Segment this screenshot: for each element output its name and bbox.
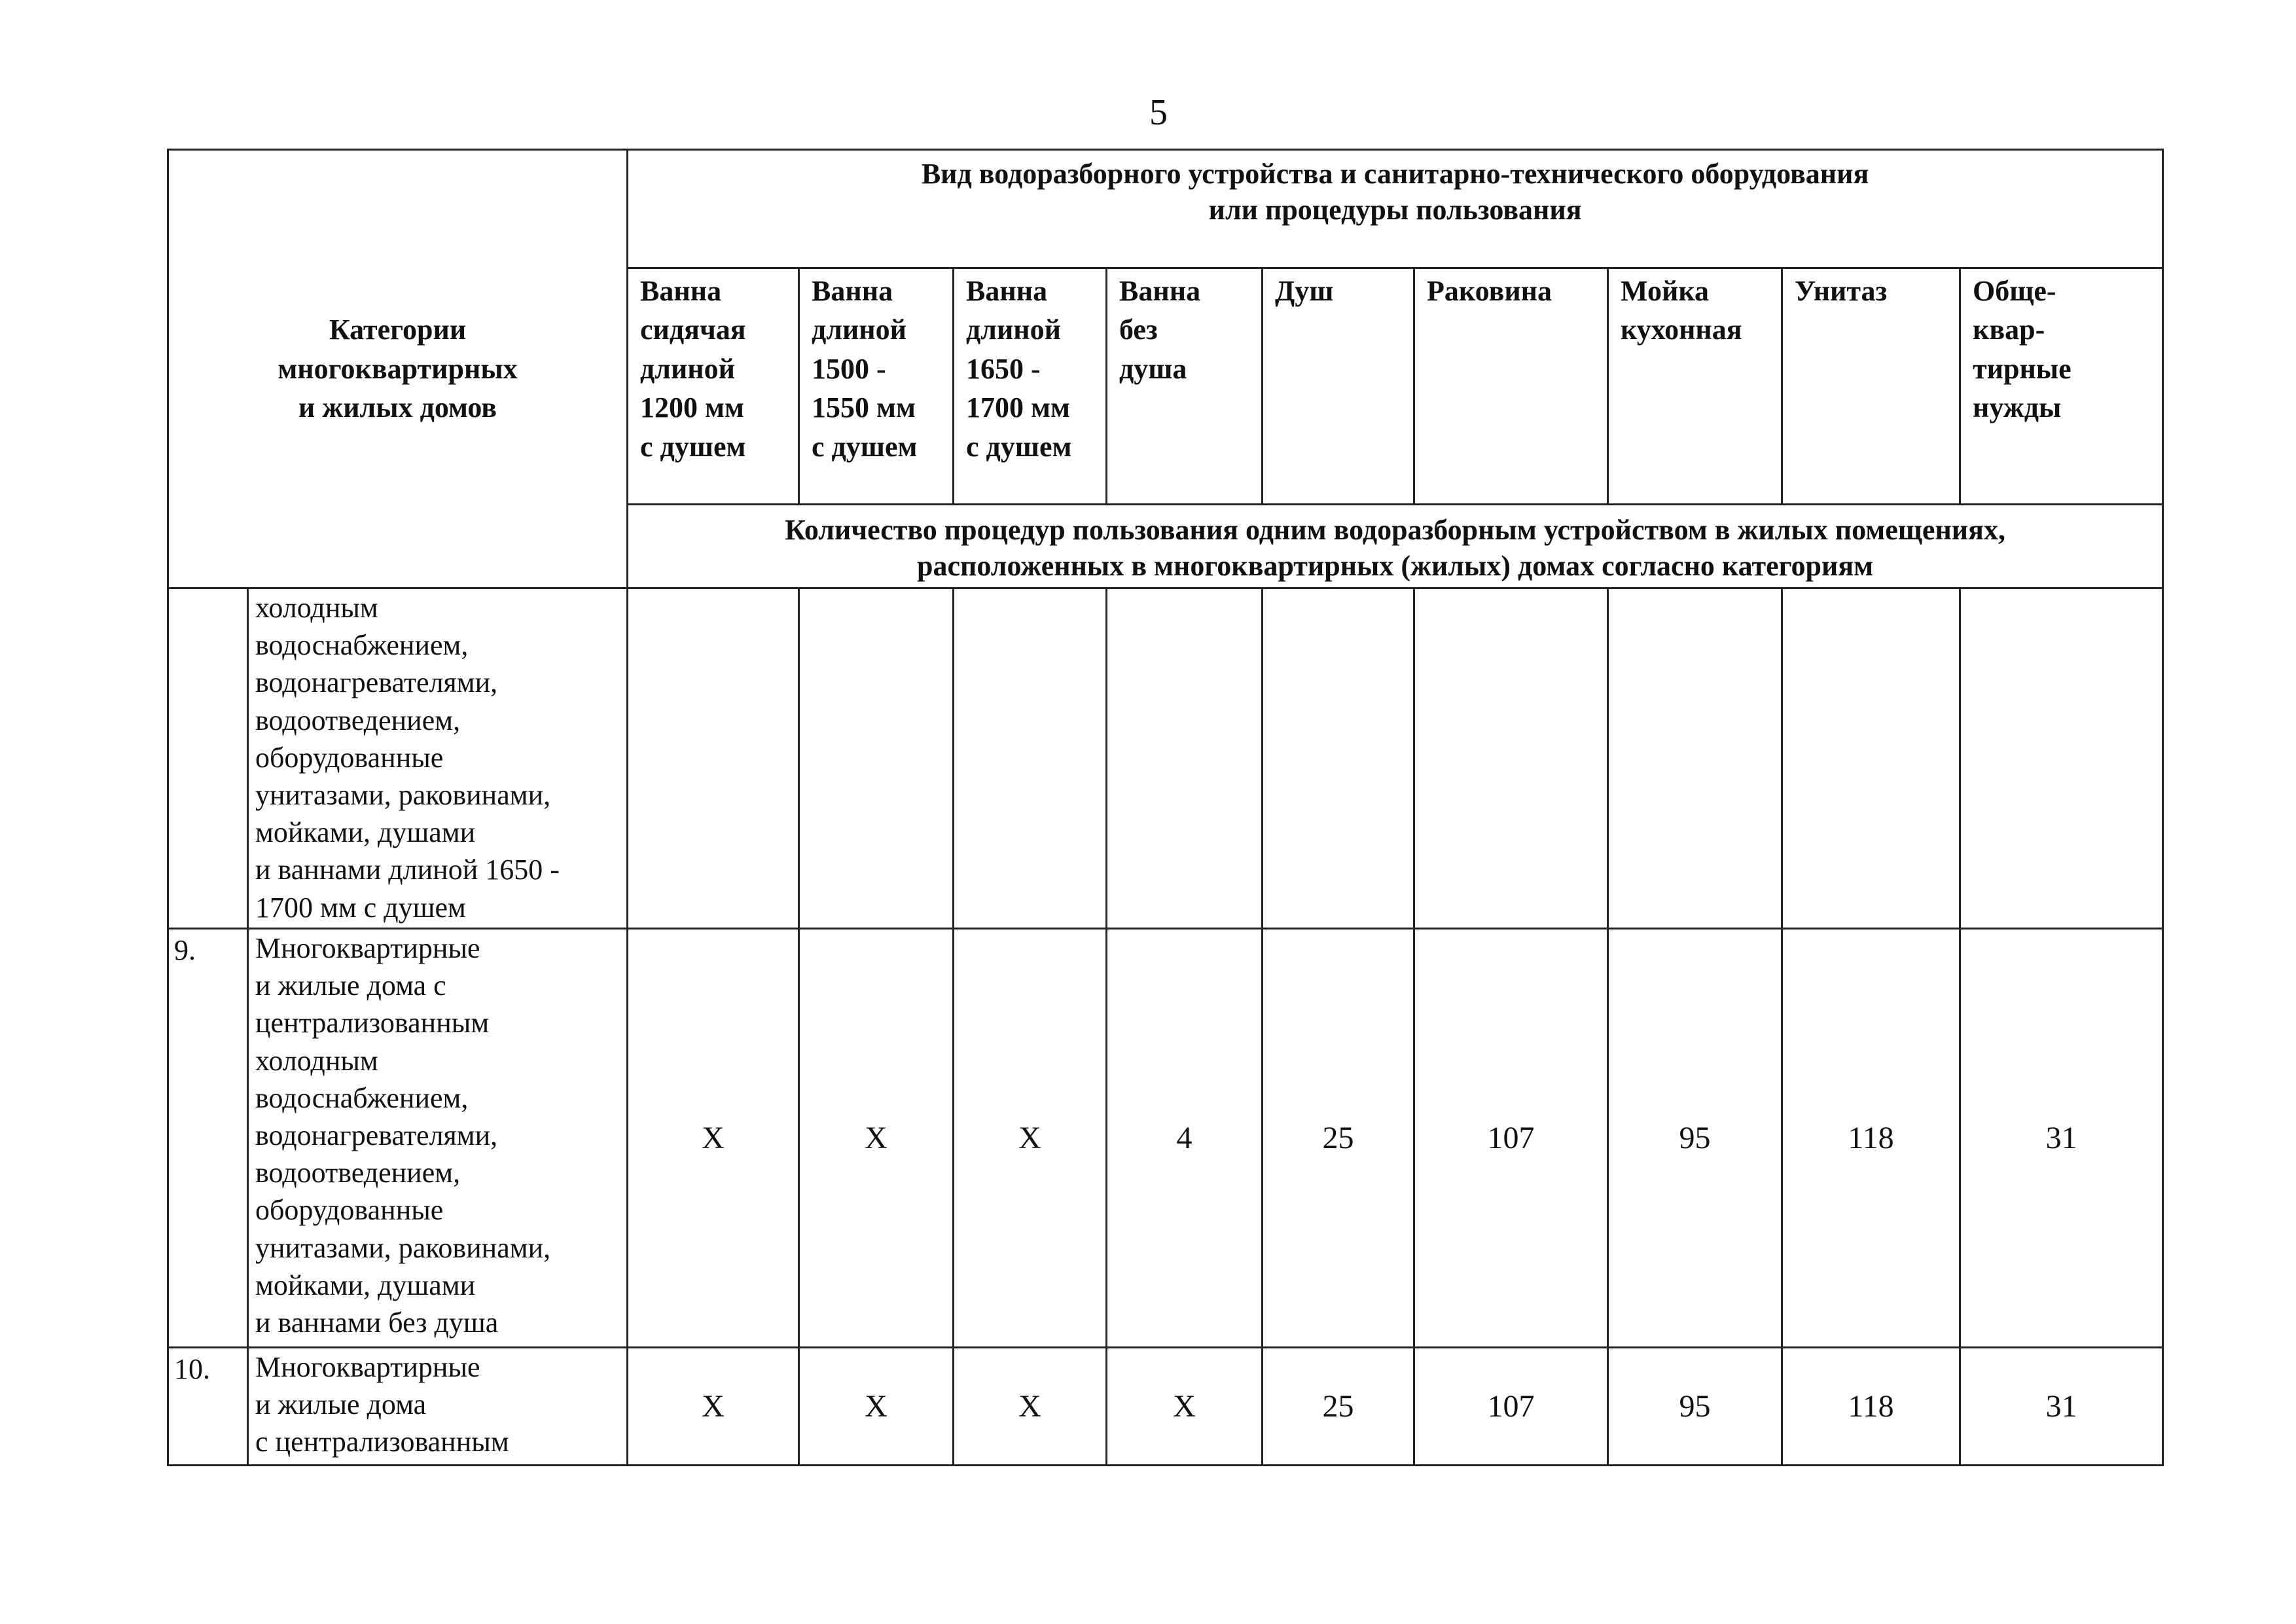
value-cell: X <box>1107 1348 1263 1466</box>
column-header-kitchen-sink: Мойка кухонная <box>1608 268 1782 505</box>
column-header-bath-1650: Ванна длиной 1650 - 1700 мм с душем <box>954 268 1107 505</box>
value-cell: X <box>628 1348 799 1466</box>
value-cell <box>628 588 799 929</box>
value-cell: X <box>954 1348 1107 1466</box>
page-number: 5 <box>1149 92 1168 133</box>
value-cell: 4 <box>1107 929 1263 1348</box>
value-cell <box>799 588 954 929</box>
row-description: Многоквартирные и жилые дома с централизованным <box>248 1348 628 1466</box>
table-row <box>168 929 2163 1348</box>
header-row-group <box>168 150 2163 268</box>
value-cell: 95 <box>1608 1348 1782 1466</box>
equipment-type-header: Вид водоразборного устройства и санитарно-технического оборудования или процедуры пользования <box>628 150 2163 268</box>
value-cell: 107 <box>1414 929 1608 1348</box>
value-cell: 31 <box>1960 1348 2163 1466</box>
quantity-header: Количество процедур пользования одним водоразборным устройством в жилых помещениях, расположенных в многоквартирных (жилых) домах согласно категориям <box>628 505 2163 588</box>
row-number <box>168 588 248 929</box>
value-cell: 118 <box>1782 1348 1960 1466</box>
value-cell: 107 <box>1414 1348 1608 1466</box>
row-number: 9. <box>168 929 248 1348</box>
value-cell: X <box>628 929 799 1348</box>
column-header-sink: Раковина <box>1414 268 1608 505</box>
column-header-bath-1500: Ванна длиной 1500 - 1550 мм с душем <box>799 268 954 505</box>
column-header-shower: Душ <box>1263 268 1414 505</box>
value-cell <box>1263 588 1414 929</box>
value-cell <box>1107 588 1263 929</box>
row-description: холодным водоснабжением, водонагревателями, водоотведением, оборудованные унитазами, раковинами, мойками, душами и ваннами длиной 1650 - 1700 мм с душем <box>248 588 628 929</box>
value-cell <box>1782 588 1960 929</box>
row-description: Многоквартирные и жилые дома с централизованным холодным водоснабжением, водонагревателями, водоотведением, оборудованные унитазами, раковинами, мойками, душами и ваннами без душа <box>248 929 628 1348</box>
table-row <box>168 1348 2163 1466</box>
value-cell: 25 <box>1263 929 1414 1348</box>
value-cell: 31 <box>1960 929 2163 1348</box>
value-cell: X <box>954 929 1107 1348</box>
row-number: 10. <box>168 1348 248 1466</box>
value-cell: X <box>799 929 954 1348</box>
column-header-common-needs: Обще- квар- тирные нужды <box>1960 268 2163 505</box>
column-header-bath-no-shower: Ванна без душа <box>1107 268 1263 505</box>
column-header-toilet: Унитаз <box>1782 268 1960 505</box>
value-cell: 118 <box>1782 929 1960 1348</box>
value-cell <box>1960 588 2163 929</box>
value-cell <box>1414 588 1608 929</box>
value-cell: 25 <box>1263 1348 1414 1466</box>
water-consumption-table <box>167 149 2164 1466</box>
value-cell: 95 <box>1608 929 1782 1348</box>
value-cell <box>954 588 1107 929</box>
column-header-sitz-bath: Ванна сидячая длиной 1200 мм с душем <box>628 268 799 505</box>
value-cell <box>1608 588 1782 929</box>
category-header: Категории многоквартирных и жилых домов <box>168 150 628 588</box>
table-row <box>168 588 2163 929</box>
value-cell: X <box>799 1348 954 1466</box>
